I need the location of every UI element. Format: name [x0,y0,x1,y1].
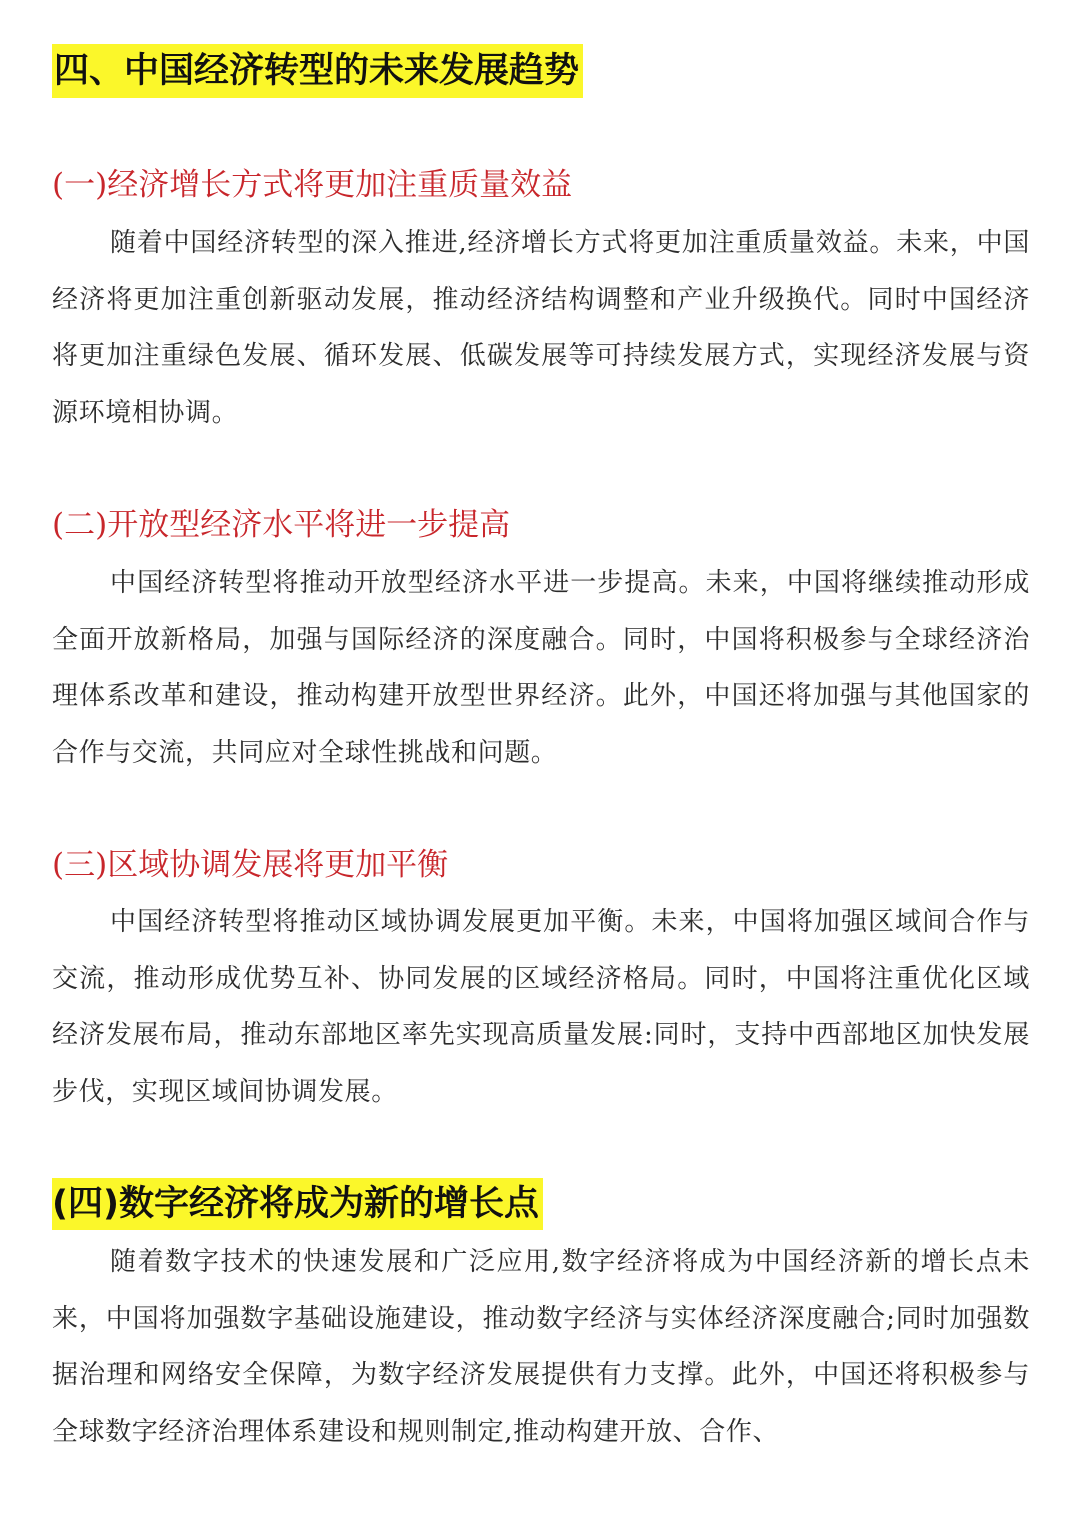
section-body-1: 随着中国经济转型的深入推进,经济增长方式将更加注重质量效益。未来，中国经济将更加注重创新驱动发展，推动经济结构调整和产业升级换代。同时中国经济将更加注重绿色发展、循环发展、低碳发展等可持续发展方式，实现经济发展与资源环境相协调。 [52,228,1030,428]
section-body-4: 随着数字技术的快速发展和广泛应用,数字经济将成为中国经济新的增长点未来，中国将加强数字基础设施建设，推动数字经济与实体经济深度融合;同时加强数据治理和网络安全保障，为数字经济发展提供有力支撑。此外，中国还将积极参与全球数字经济治理体系建设和规则制定,推动构建开放、合作、 [52,1247,1030,1447]
section-heading-3: (三)区域协调发展将更加平衡 [52,847,449,883]
section-heading-1: (一)经济增长方式将更加注重质量效益 [52,167,573,203]
page-title: 四、中国经济转型的未来发展趋势 [52,44,583,98]
section-heading-4: (四)数字经济将成为新的增长点 [52,1178,543,1230]
section-body-3: 中国经济转型将推动区域协调发展更加平衡。未来，中国将加强区域间合作与交流，推动形成优势互补、协同发展的区域经济格局。同时，中国将注重优化区域经济发展布局，推动东部地区率先实现高质量发展:同时，支持中西部地区加快发展步伐，实现区域间协调发展。 [52,907,1030,1107]
section-heading-2: (二)开放型经济水平将进一步提高 [52,507,511,543]
section-body-2: 中国经济转型将推动开放型经济水平进一步提高。未来，中国将继续推动形成全面开放新格局，加强与国际经济的深度融合。同时，中国将积极参与全球经济治理体系改革和建设，推动构建开放型世界经济。此外，中国还将加强与其他国家的合作与交流，共同应对全球性挑战和问题。 [52,568,1030,768]
